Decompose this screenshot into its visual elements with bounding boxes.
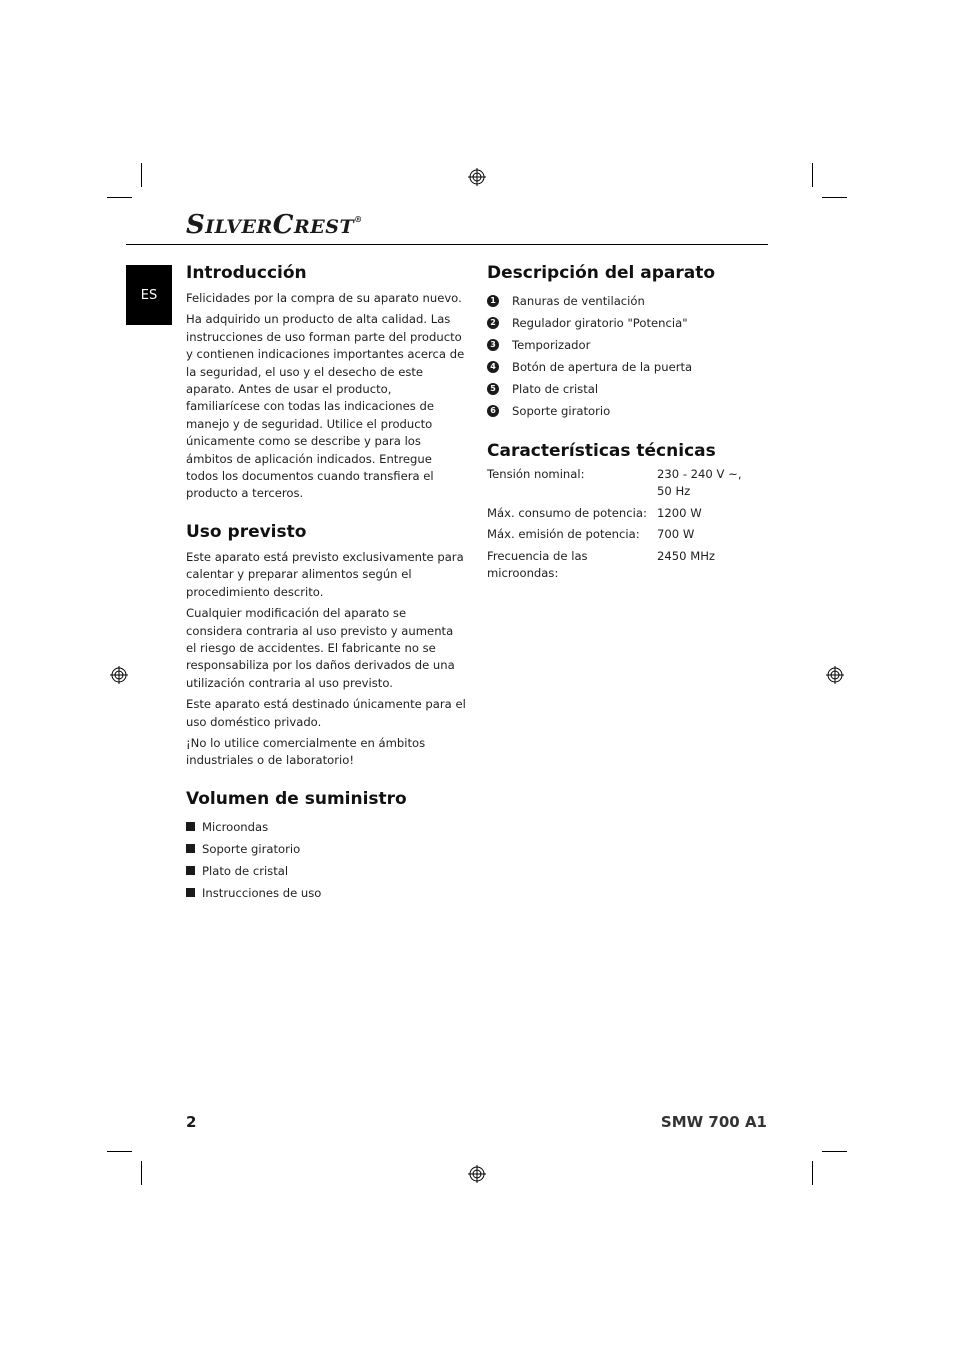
tech-value: 2450 MHz: [657, 548, 715, 563]
list-item: Instrucciones de uso: [186, 882, 466, 904]
section-heading: Uso previsto: [186, 521, 307, 542]
section-heading: Características técnicas: [487, 441, 716, 461]
section-intended-use: [186, 521, 466, 770]
tech-key: Máx. emisión de potencia:: [487, 527, 640, 542]
list-item: 3 Temporizador: [487, 334, 769, 356]
paragraph: Cualquier modificación del aparato se considera contraria al uso previsto y aumenta el riesgo de accidentes. El fabricante no se responsabiliza por los daños derivados de una utilización contraria al uso previsto.: [186, 606, 455, 690]
section-heading: Descripción del aparato: [487, 263, 716, 283]
crop-mark: [141, 163, 142, 187]
crop-mark: [822, 197, 847, 198]
section-technical-data: [487, 440, 769, 586]
tech-table: [487, 466, 742, 586]
square-bullet-icon: [186, 888, 195, 897]
registration-mark-icon: [110, 666, 128, 684]
section-supply: [186, 788, 466, 904]
section-device-description: [487, 262, 769, 422]
registration-mark-icon: [468, 1165, 486, 1183]
number-badge-icon: 5: [487, 383, 499, 395]
tech-value: 700 W: [657, 527, 695, 542]
number-badge-icon: 3: [487, 339, 499, 351]
parts-list: [487, 290, 769, 422]
registration-mark-icon: [468, 168, 486, 186]
crop-mark: [107, 1151, 132, 1152]
crop-mark: [141, 1161, 142, 1185]
list-item: Soporte giratorio: [186, 838, 466, 860]
number-badge-icon: 6: [487, 405, 499, 417]
list-item: 2 Regulador giratorio "Potencia": [487, 312, 769, 334]
list-item: 5 Plato de cristal: [487, 378, 769, 400]
list-item: 6 Soporte giratorio: [487, 400, 769, 422]
list-item: 4 Botón de apertura de la puerta: [487, 356, 769, 378]
number-badge-icon: 1: [487, 295, 499, 307]
brand-logo: SILVERCREST®: [186, 210, 363, 240]
table-row: [487, 505, 742, 526]
paragraph: Este aparato está destinado únicamente para el uso doméstico privado.: [186, 697, 466, 729]
tech-key: Tensión nominal:: [487, 467, 585, 481]
square-bullet-icon: [186, 822, 195, 831]
section-introduction: [186, 262, 466, 503]
right-column: [487, 262, 769, 604]
number-badge-icon: 2: [487, 317, 499, 329]
paragraph: Ha adquirido un producto de alta calidad. Las instrucciones de uso forman parte del producto y contienen indicaciones importantes acerca de la seguridad, el uso y el desecho de este aparato. Antes de usar el producto, familiarícese con todas las indicaciones de manejo y de seguridad. Utilice el producto únicamente como se describe y para los ámbitos de aplicación indicados. Entregue todos los documentos cuando transfiera el producto a terceros.: [186, 312, 465, 501]
number-badge-icon: 4: [487, 361, 499, 373]
tech-value: 230 - 240 V ~, 50 Hz: [657, 467, 742, 499]
header-divider: [126, 244, 768, 245]
left-column: [186, 262, 466, 922]
language-tab: ES: [126, 265, 172, 325]
table-row: [487, 548, 742, 587]
list-item: Microondas: [186, 816, 466, 838]
section-heading: Volumen de suministro: [186, 788, 407, 809]
list-item: 1 Ranuras de ventilación: [487, 290, 769, 312]
paragraph: ¡No lo utilice comercialmente en ámbitos industriales o de laboratorio!: [186, 735, 426, 768]
crop-mark: [812, 1161, 813, 1185]
registration-mark-icon: [826, 666, 844, 684]
tech-value: 1200 W: [657, 505, 702, 520]
supply-list: [186, 816, 466, 904]
paragraph: Este aparato está previsto exclusivamente para calentar y preparar alimentos según el procedimiento descrito.: [186, 549, 464, 599]
crop-mark: [107, 197, 132, 198]
crop-mark: [822, 1151, 847, 1152]
list-item: Plato de cristal: [186, 860, 466, 882]
model-number: SMW 700 A1: [660, 1113, 767, 1131]
table-row: [487, 526, 742, 547]
crop-mark: [812, 163, 813, 187]
tech-key: Frecuencia de las microondas:: [487, 548, 588, 581]
paragraph: Felicidades por la compra de su aparato nuevo.: [186, 291, 462, 305]
square-bullet-icon: [186, 844, 195, 853]
section-heading: Introducción: [186, 263, 307, 283]
square-bullet-icon: [186, 866, 195, 875]
table-row: [487, 466, 742, 505]
tech-key: Máx. consumo de potencia:: [487, 505, 647, 520]
page-number: 2: [186, 1113, 197, 1131]
